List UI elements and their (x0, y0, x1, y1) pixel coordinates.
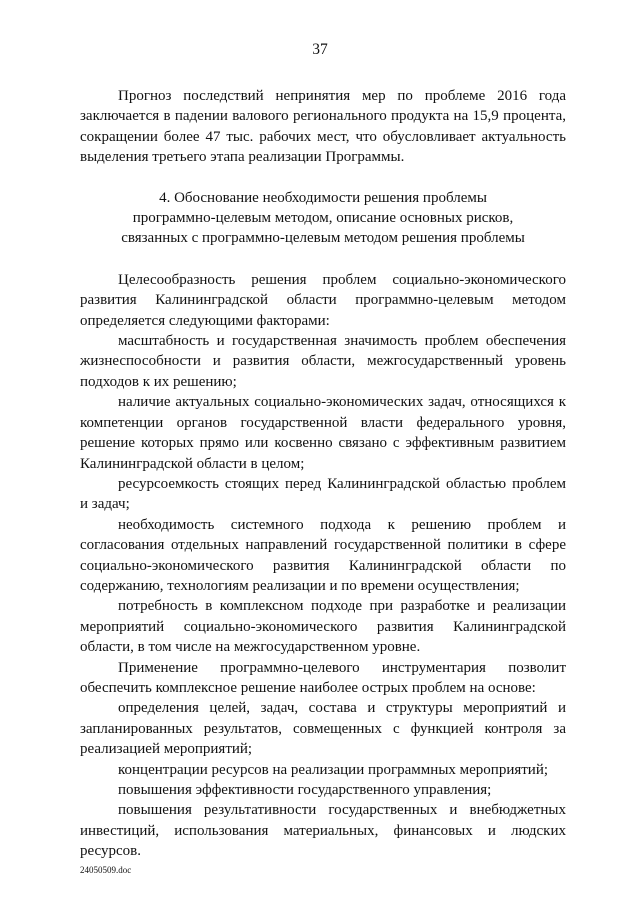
body-paragraph: ресурсоемкость стоящих перед Калининградской областью проблем и задач; (80, 475, 566, 513)
body-paragraph: Применение программно-целевого инструментария позволит обеспечить комплексное решение наиболее острых проблем на основе: (80, 659, 566, 696)
intro-paragraph: Прогноз последствий непринятия мер по проблеме 2016 года заключается в падении валового регионального продукта на 15,9 процента, сокращении более 47 тыс. рабочих мест, что обусловливает актуальность выделения третьего этапа реализации Программы. (80, 88, 566, 166)
body-paragraph: необходимость системного подхода к решению проблем и согласования отдельных направлений государственной политики в сфере социально-экономического развития Калининградской области по содержанию, технологиям реализации и по времени осуществления; (80, 516, 566, 594)
body-paragraph: концентрации ресурсов на реализации программных мероприятий; (118, 761, 549, 778)
page-number: 37 (312, 41, 328, 58)
body-paragraph: потребность в комплексном подходе при разработке и реализации мероприятий социально-экономического развития Калининградской области, в том числе на межгосударственном уровне. (80, 598, 566, 656)
section-heading-line: программно-целевым методом, описание основных рисков, (132, 210, 514, 227)
body-paragraph: наличие актуальных социально-экономических задач, относящихся к компетенции органов государственной власти федерального уровня, решение которых прямо или косвенно связано с эффективным развитием Калининградской области в целом; (80, 394, 566, 472)
section-heading-line: связанных с программно-целевым методом решения проблемы (121, 230, 525, 247)
body-paragraph: повышения эффективности государственного управления; (118, 782, 492, 798)
page-body (80, 86, 566, 862)
section-heading (80, 188, 566, 249)
body-paragraph: определения целей, задач, состава и структуры мероприятий и запланированных результатов, совмещенных с функцией контроля за реализацией мероприятий; (80, 700, 566, 758)
body-paragraph: повышения результативности государственных и внебюджетных инвестиций, использования материальных, финансовых и людских ресурсов. (80, 802, 566, 860)
body-paragraph: Целесообразность решения проблем социально-экономического развития Калининградской области программно-целевым методом определяется следующими факторами: (80, 271, 566, 329)
footer-filename: 24050509.doc (80, 865, 132, 875)
section-heading-line: 4. Обоснование необходимости решения проблемы (159, 189, 487, 206)
body-paragraph: масштабность и государственная значимость проблем обеспечения жизнеспособности и развития области, межгосударственный уровень подходов к их решению; (80, 333, 566, 390)
